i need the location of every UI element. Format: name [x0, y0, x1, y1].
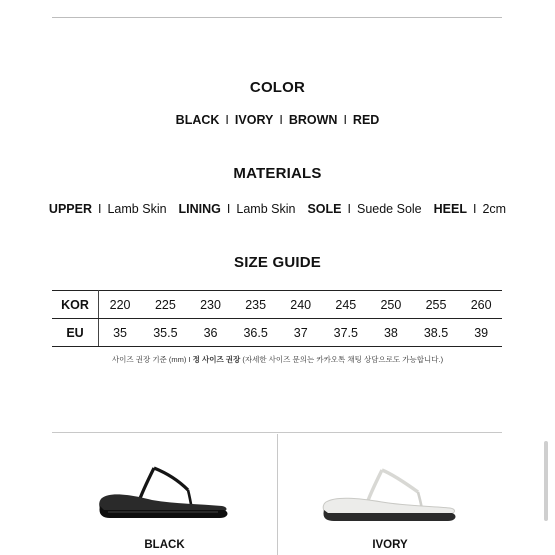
- size-note: [0, 354, 555, 365]
- material-value-heel: 2cm: [482, 202, 507, 216]
- material-value-upper: Lamb Skin: [107, 202, 167, 216]
- product-grid-divider: [52, 432, 502, 433]
- color-option-red: RED: [352, 113, 380, 127]
- material-separator: I: [347, 202, 351, 216]
- scrollbar[interactable]: [544, 441, 548, 521]
- kor-size-cell: 255: [412, 291, 461, 319]
- material-separator: I: [98, 202, 102, 216]
- kor-size-cell: 235: [231, 291, 280, 319]
- sandal-ivory-image: [278, 434, 502, 534]
- eu-size-cell: 36: [190, 319, 232, 347]
- eu-size-cell: 35: [99, 319, 142, 347]
- eu-size-cell: 38.5: [412, 319, 461, 347]
- kor-size-cell: 245: [322, 291, 371, 319]
- kor-size-cell: 250: [370, 291, 412, 319]
- size-note-prefix: 사이즈 권장 기준 (mm) I: [111, 355, 193, 364]
- size-guide-table: [52, 290, 502, 347]
- material-separator: I: [472, 202, 477, 216]
- color-separator: I: [225, 113, 229, 127]
- color-options: [0, 113, 555, 127]
- size-guide-heading: SIZE GUIDE: [233, 254, 321, 271]
- color-heading: COLOR: [249, 79, 306, 96]
- eu-size-cell: 35.5: [141, 319, 190, 347]
- material-label-sole: SOLE: [307, 202, 342, 216]
- product-card-black[interactable]: [52, 434, 277, 555]
- eu-size-row: [52, 319, 502, 347]
- material-label-heel: HEEL: [433, 202, 467, 216]
- product-label-black: BLACK: [144, 539, 185, 551]
- material-label-upper: UPPER: [48, 202, 92, 216]
- kor-label: KOR: [52, 291, 99, 319]
- size-note-emphasis: 정 사이즈 권장: [192, 355, 241, 364]
- color-option-ivory: IVORY: [234, 113, 274, 127]
- kor-size-cell: 260: [460, 291, 502, 319]
- eu-size-cell: 38: [370, 319, 412, 347]
- size-note-suffix: (자세한 사이즈 문의는 카카오톡 채팅 상담으로도 가능합니다.): [240, 355, 444, 364]
- product-card-ivory[interactable]: [278, 434, 502, 555]
- eu-size-cell: 39: [460, 319, 502, 347]
- material-separator: I: [226, 202, 231, 216]
- eu-label: EU: [52, 319, 99, 347]
- top-divider: [52, 17, 502, 18]
- kor-size-cell: 225: [141, 291, 190, 319]
- color-option-brown: BROWN: [288, 113, 338, 127]
- kor-size-cell: 220: [99, 291, 142, 319]
- material-label-lining: LINING: [178, 202, 221, 216]
- kor-size-cell: 240: [280, 291, 322, 319]
- color-separator: I: [279, 113, 283, 127]
- kor-size-cell: 230: [190, 291, 232, 319]
- eu-size-cell: 37: [280, 319, 322, 347]
- sandal-black-image: [52, 434, 277, 534]
- color-option-black: BLACK: [175, 113, 220, 127]
- material-value-sole: Suede Sole: [356, 202, 422, 216]
- color-separator: I: [343, 113, 347, 127]
- kor-size-row: [52, 291, 502, 319]
- materials-heading: MATERIALS: [233, 165, 322, 182]
- eu-size-cell: 36.5: [231, 319, 280, 347]
- eu-size-cell: 37.5: [322, 319, 371, 347]
- materials-line: [0, 202, 555, 216]
- material-value-lining: Lamb Skin: [236, 202, 296, 216]
- product-label-ivory: IVORY: [372, 539, 408, 551]
